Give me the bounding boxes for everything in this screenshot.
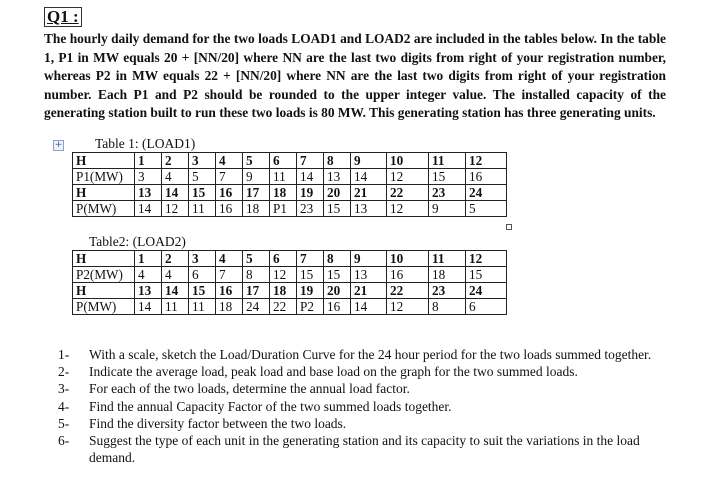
task-number: 3- [58,381,70,397]
task-item [58,363,670,380]
table-cell: 6 [270,153,297,169]
table-cell: 5 [243,153,270,169]
table-cell: 20 [324,185,351,201]
table-cell: 3 [135,169,162,185]
table-cell: 17 [243,283,270,299]
table-cell: 17 [243,185,270,201]
table-cell: 11 [429,251,466,267]
table-cell: 16 [324,299,351,315]
row-header-cell: P(MW) [73,201,135,217]
table-cell: 18 [243,201,270,217]
table-cell: 15 [324,267,351,283]
table-cell: 10 [387,251,429,267]
table-cell: 14 [162,185,189,201]
table-cell: 22 [387,283,429,299]
table-cell: 24 [466,283,507,299]
table-cell: 7 [297,153,324,169]
table-cell: 14 [162,283,189,299]
table-cell: 14 [135,299,162,315]
task-item [58,398,670,415]
table-row [73,267,507,283]
table-cell: 7 [216,267,243,283]
table-cell: 2 [162,251,189,267]
table-cell: 6 [270,251,297,267]
table-cell: 6 [189,267,216,283]
table-cell: 9 [429,201,466,217]
table-cell: 2 [162,153,189,169]
table-cell: 21 [351,185,387,201]
table-cell: 6 [466,299,507,315]
task-item [58,380,670,397]
table-resize-handle-icon[interactable] [506,224,512,230]
question-title: Q1 : [44,7,82,27]
task-text: Find the diversity factor between the two loads. [89,415,347,431]
table-row [73,299,507,315]
table-cell: 16 [216,185,243,201]
table-cell: 9 [243,169,270,185]
table-row [73,185,507,201]
table-cell: 23 [297,201,324,217]
table-cell: 13 [324,169,351,185]
task-text: For each of the two loads, determine the annual load factor. [89,381,410,397]
table-cell: 23 [429,283,466,299]
table-cell: 11 [162,299,189,315]
task-number: 5- [58,415,70,431]
task-number: 1- [58,347,70,362]
task-list [58,346,670,466]
table-cell: 4 [216,153,243,169]
table-cell: 20 [324,283,351,299]
table-cell: 9 [351,153,387,169]
table-cell: 7 [297,251,324,267]
table-cell: 13 [351,201,387,217]
row-header-cell: P2(MW) [73,267,135,283]
table-row [73,153,507,169]
table-cell: 16 [466,169,507,185]
row-header-cell: H [73,153,135,169]
table-cell: 1 [135,153,162,169]
table-cell: 15 [189,185,216,201]
table-cell: 16 [387,267,429,283]
table-cell: 3 [189,153,216,169]
table-cell: 12 [162,201,189,217]
table-cell: 13 [135,283,162,299]
table-cell: 14 [135,201,162,217]
table2-caption: Table2: (LOAD2) [89,234,186,249]
table1-caption: Table 1: (LOAD1) [95,136,196,151]
table-cell: 23 [429,185,466,201]
table-cell: 15 [297,267,324,283]
task-number: 4- [58,398,70,414]
table-cell: 11 [189,299,216,315]
table-cell: 11 [429,153,466,169]
table-cell: 19 [297,185,324,201]
task-text: Suggest the type of each unit in the generating station and its capacity to suit the variations in the load demand. [89,433,640,466]
row-header-cell: P(MW) [73,299,135,315]
table-cell: 5 [243,251,270,267]
table-cell: 24 [243,299,270,315]
table-cell: 9 [351,251,387,267]
table-cell: 13 [135,185,162,201]
table-cell: 1 [135,251,162,267]
table-cell: 24 [466,185,507,201]
table-cell: 16 [216,283,243,299]
table-cell: 11 [270,169,297,185]
table-cell: 18 [270,283,297,299]
task-item [58,346,670,363]
task-number: 6- [58,433,70,449]
table-row [73,201,507,217]
table-cell: 19 [297,283,324,299]
table-cell: 14 [297,169,324,185]
table-cell: P1 [270,201,297,217]
table-row [73,169,507,185]
table-cell: 12 [387,201,429,217]
table-cell: 15 [324,201,351,217]
table-cell: 8 [429,299,466,315]
table-cell: 4 [216,251,243,267]
row-header-cell: H [73,283,135,299]
table-cell: 4 [135,267,162,283]
table-cell: 18 [429,267,466,283]
task-item [58,432,670,466]
table-row [73,283,507,299]
table-cell: 18 [216,299,243,315]
load2-table [72,250,507,315]
table-cell: 8 [243,267,270,283]
task-text: With a scale, sketch the Load/Duration Curve for the 24 hour period for the two loads summed together. [89,347,652,362]
table-cell: 15 [429,169,466,185]
table-row [73,251,507,267]
table-cell: 12 [466,153,507,169]
table-cell: 21 [351,283,387,299]
load1-table [72,152,507,217]
table-cell: 7 [216,169,243,185]
table-cell: 18 [270,185,297,201]
table-cell: 15 [466,267,507,283]
table-cell: 12 [466,251,507,267]
task-item [58,415,670,432]
table-cell: 5 [466,201,507,217]
task-text: Indicate the average load, peak load and base load on the graph for the two summed loads. [89,364,578,380]
table-cell: 4 [162,169,189,185]
table-move-handle-icon[interactable]: + [54,140,63,150]
table-cell: 15 [189,283,216,299]
table-cell: 22 [387,185,429,201]
table-cell: 13 [351,267,387,283]
table-cell: 8 [324,251,351,267]
table-cell: 14 [351,169,387,185]
task-number: 2- [58,364,70,380]
row-header-cell: H [73,251,135,267]
table-cell: 12 [387,169,429,185]
row-header-cell: H [73,185,135,201]
table-cell: 3 [189,251,216,267]
table-cell: 4 [162,267,189,283]
table-cell: 11 [189,201,216,217]
table-cell: 10 [387,153,429,169]
task-text: Find the annual Capacity Factor of the two summed loads together. [89,398,452,414]
table-cell: 12 [387,299,429,315]
table-cell: 12 [270,267,297,283]
table-cell: 5 [189,169,216,185]
row-header-cell: P1(MW) [73,169,135,185]
question-intro: The hourly daily demand for the two loads LOAD1 and LOAD2 are included in the tables below. In the table 1, P1 in MW equals 20 + [NN/20] where NN are the last two digits from right of your registration number, whereas P2 in MW equals 22 + [NN/20] where NN are the last two digits from right of your registration number. Each P1 and P2 should be rounded to the upper integer value. The installed capacity of the generating station built to run these two loads is 80 MW. This generating station has three generating units. [44,31,666,121]
table-cell: 22 [270,299,297,315]
table-cell: 14 [351,299,387,315]
table-cell: 8 [324,153,351,169]
table-cell: P2 [297,299,324,315]
table-cell: 16 [216,201,243,217]
